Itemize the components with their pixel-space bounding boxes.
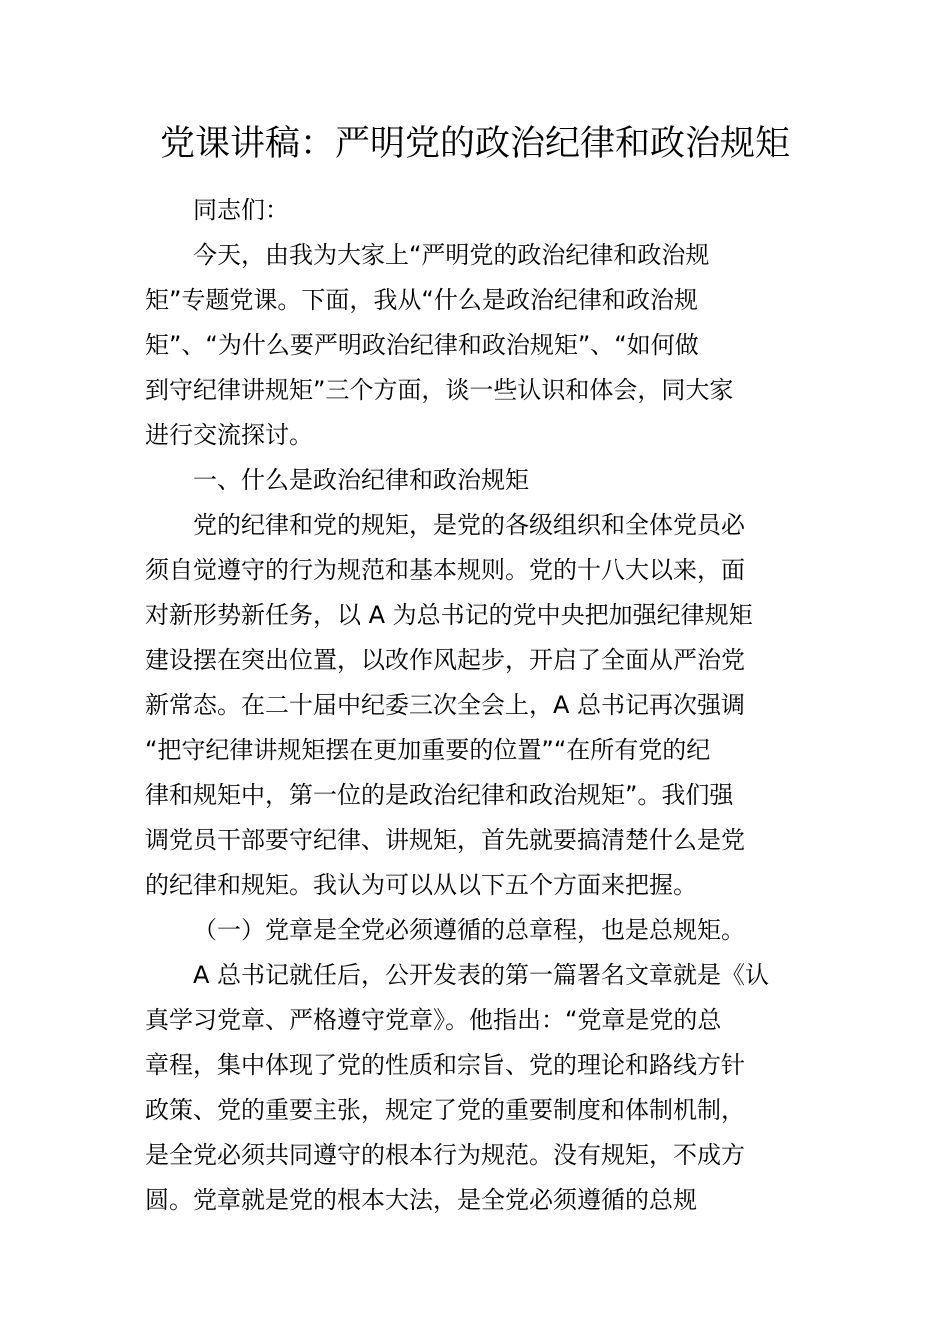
text-line: 新常态。在二十届中纪委三次全会上，A 总书记再次强调 bbox=[145, 691, 746, 719]
section-heading-1 bbox=[145, 458, 805, 503]
text-line: 须自觉遵守的行为规范和基本规则。党的十八大以来，面 bbox=[145, 556, 745, 584]
text-line: 一、什么是政治纪律和政治规矩 bbox=[193, 466, 529, 494]
text-line: 进行交流探讨。 bbox=[145, 421, 313, 449]
paragraph-intro bbox=[145, 233, 805, 458]
text-line: 矩”专题党课。下面，我从“什么是政治纪律和政治规 bbox=[145, 286, 698, 314]
text-line: 圆。党章就是党的根本大法，是全党必须遵循的总规 bbox=[145, 1186, 697, 1214]
text-line: 党的纪律和党的规矩，是党的各级组织和全体党员必 bbox=[193, 511, 745, 539]
document-body bbox=[145, 188, 805, 1223]
text-line: 对新形势新任务，以 A 为总书记的党中央把加强纪律规矩 bbox=[145, 601, 753, 629]
text-line: “把守纪律讲规矩摆在更加重要的位置”“在所有党的纪 bbox=[145, 736, 711, 764]
paragraph-subsection-1 bbox=[145, 953, 805, 1223]
page-title: 党课讲稿：严明党的政治纪律和政治规矩 bbox=[159, 124, 790, 164]
text-line: 调党员干部要守纪律、讲规矩，首先就要搞清楚什么是党 bbox=[145, 826, 745, 854]
paragraph-salutation bbox=[145, 188, 805, 233]
text-line: 真学习党章、严格遵守党章》。他指出：“党章是党的总 bbox=[145, 1006, 722, 1034]
text-line: 政策、党的重要主张，规定了党的重要制度和体制机制， bbox=[145, 1096, 745, 1124]
text-line: 同志们： bbox=[193, 196, 289, 224]
paragraph-section-1 bbox=[145, 503, 805, 908]
text-line: 今天，由我为大家上“严明党的政治纪律和政治规 bbox=[193, 241, 710, 269]
text-line: 矩”、“为什么要严明政治纪律和政治规矩”、“如何做 bbox=[145, 331, 699, 359]
text-line: 的纪律和规矩。我认为可以从以下五个方面来把握。 bbox=[145, 871, 697, 899]
text-line: 章程，集中体现了党的性质和宗旨、党的理论和路线方针 bbox=[145, 1051, 745, 1079]
text-line: A 总书记就任后，公开发表的第一篇署名文章就是《认 bbox=[193, 961, 770, 989]
text-line: 是全党必须共同遵守的根本行为规范。没有规矩，不成方 bbox=[145, 1141, 745, 1169]
text-line: 建设摆在突出位置，以改作风起步，开启了全面从严治党 bbox=[145, 646, 745, 674]
text-line: 律和规矩中，第一位的是政治纪律和政治规矩”。我们强 bbox=[145, 781, 734, 809]
text-line: 到守纪律讲规矩”三个方面，谈一些认识和体会，同大家 bbox=[145, 376, 734, 404]
text-line: （一）党章是全党必须遵循的总章程，也是总规矩。 bbox=[193, 916, 745, 944]
subsection-heading-1 bbox=[145, 908, 805, 953]
